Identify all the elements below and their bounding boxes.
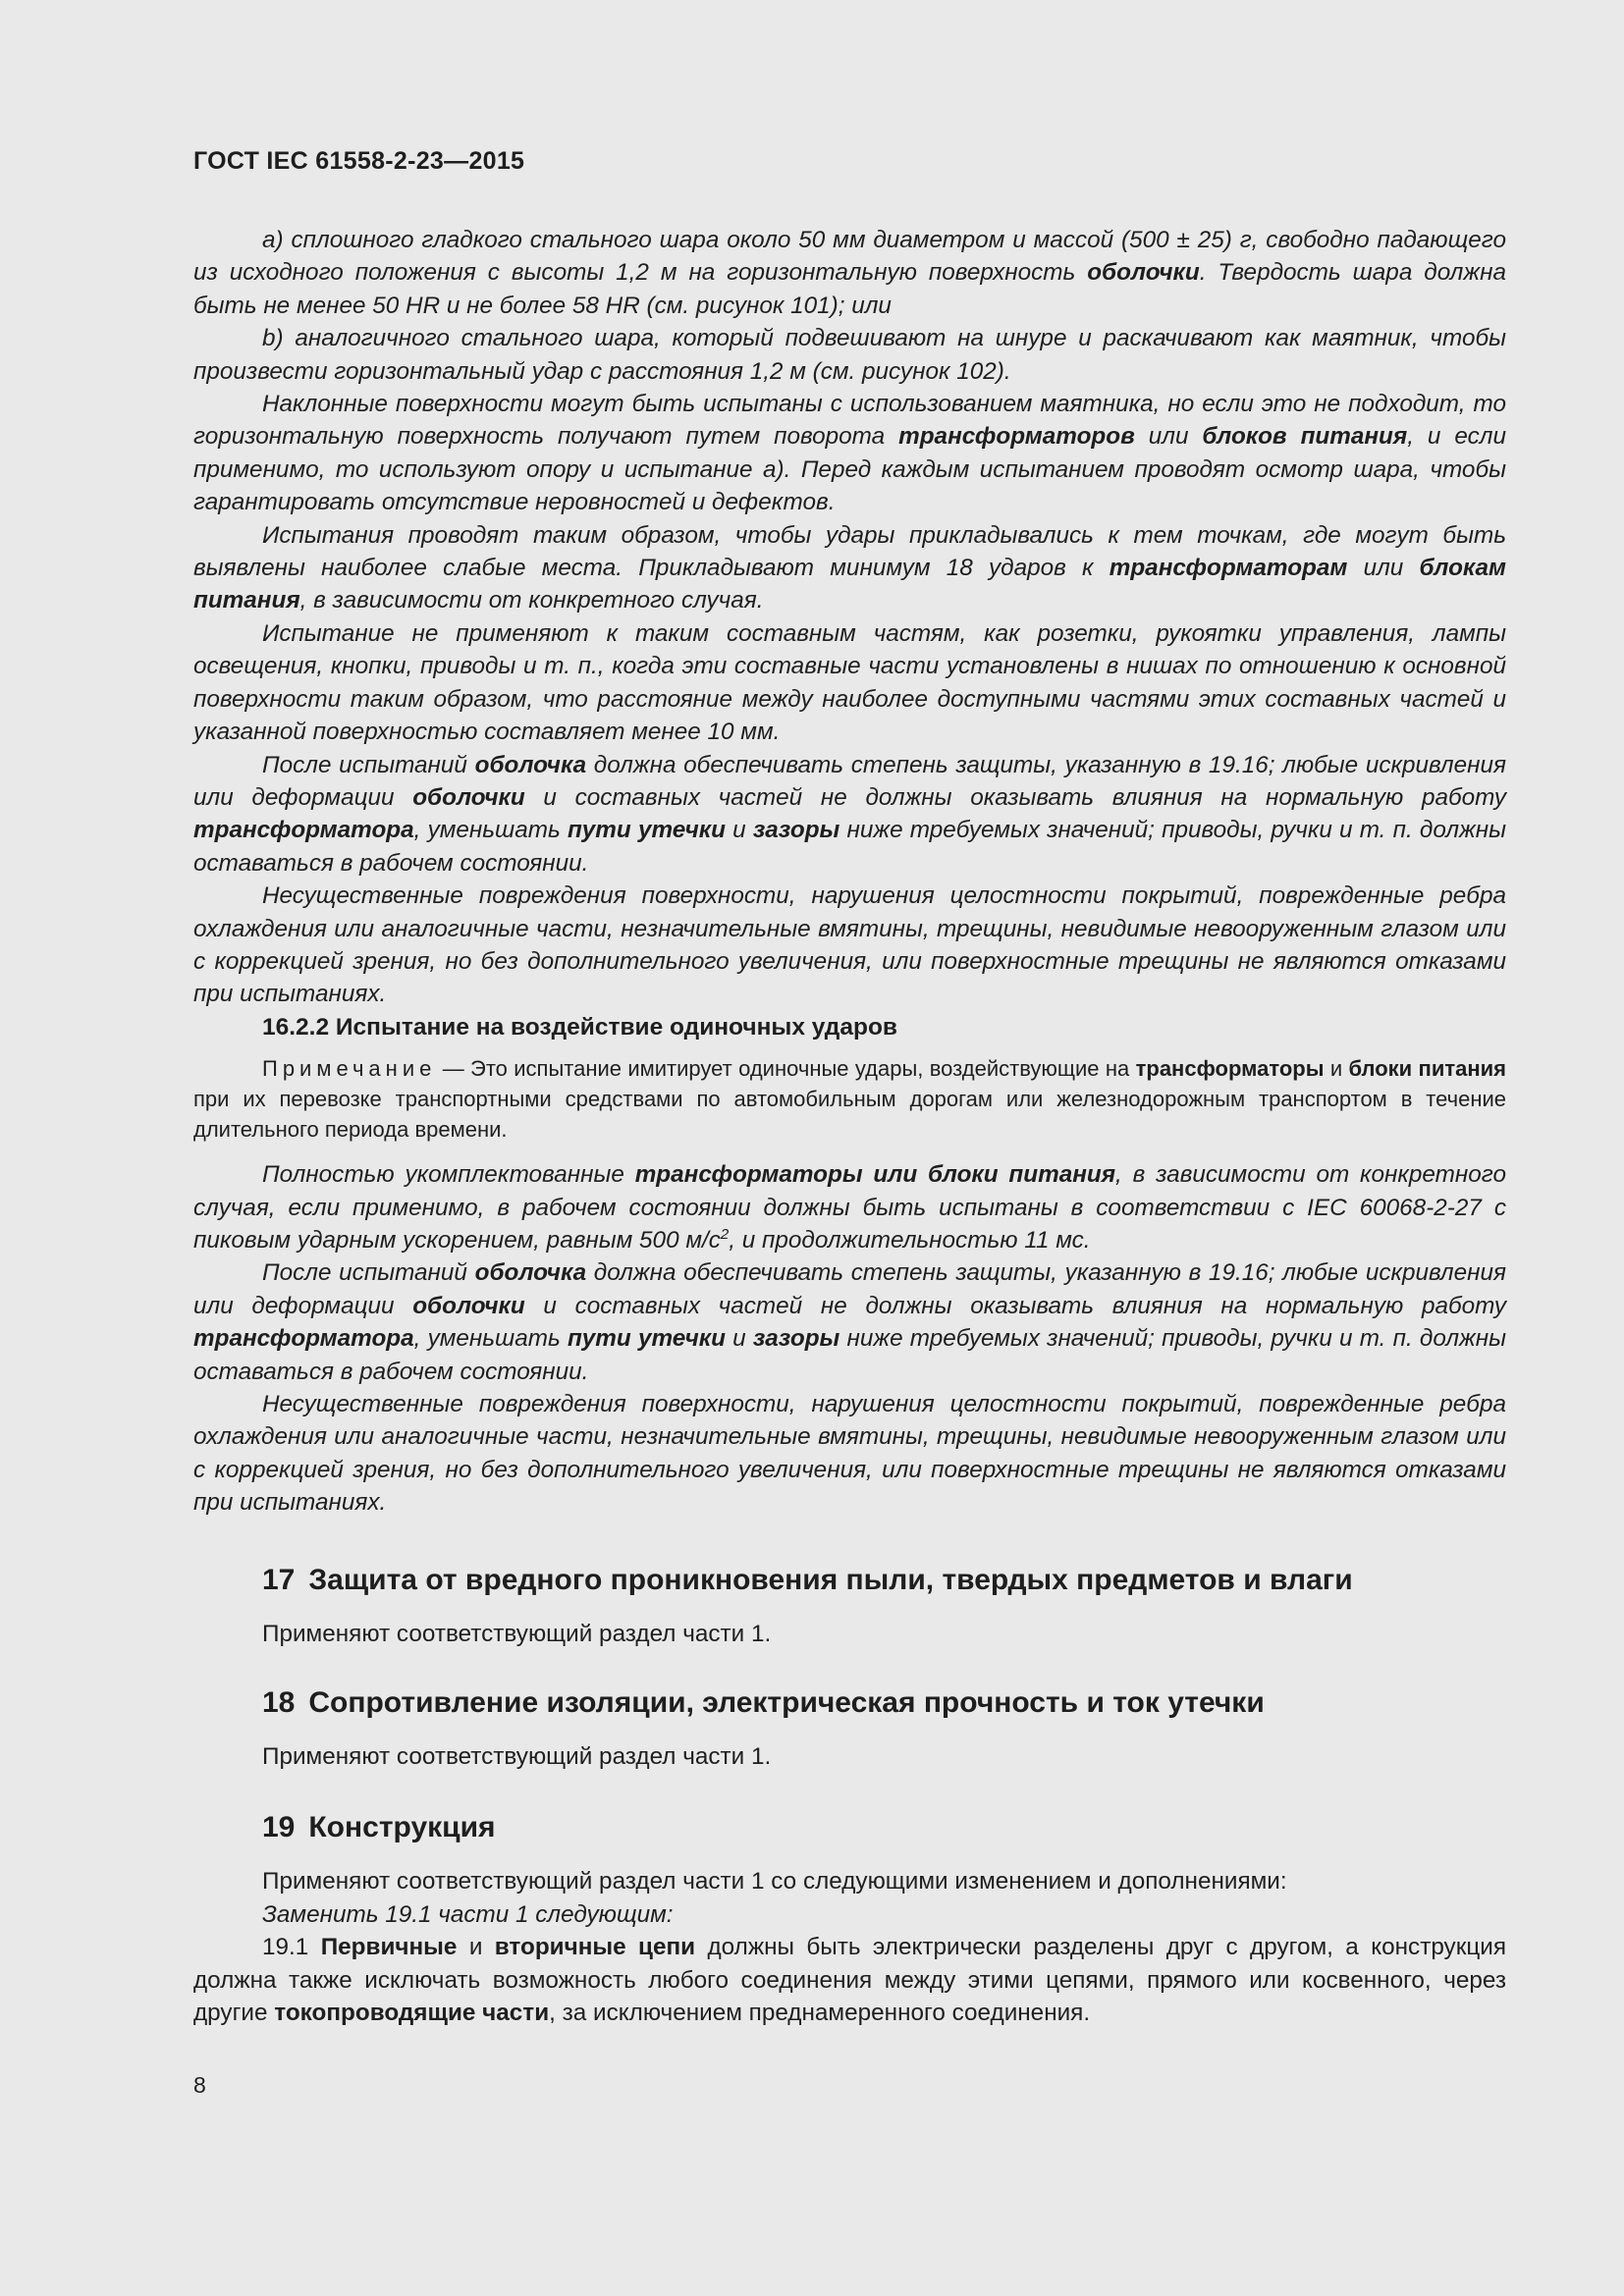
document-header: ГОСТ IEC 61558-2-23—2015 <box>193 147 525 175</box>
paragraph-item-a <box>193 224 1506 322</box>
paragraph-item-b: b) аналогичного стального шара, который подвешивают на шнуре и раскачивают как маятник, чтобы произвести горизонтальный удар с расстояния 1,2 м (см. рисунок 102). <box>193 325 1506 385</box>
text: и <box>1324 1056 1349 1082</box>
paragraph-not-applied: Испытание не применяют к таким составным частям, как розетки, рукоятки управления, лампы освещения, кнопки, приводы и т. п., когда эти составные части установлены в нишах по отношению к основной поверхности таким образом, что расстояние между наиболее доступными частями этих составных частей и указанной поверхностью составляет менее 10 мм. <box>193 619 1506 746</box>
text: должна обеспечивать степень защиты, указанную в 19.16; любые искривления или деформации <box>193 1259 1506 1319</box>
term: трансформаторы <box>1135 1056 1325 1082</box>
term: пути утечки <box>567 1325 726 1353</box>
paragraph-tests <box>193 519 1506 617</box>
term: трансформатора <box>193 1325 414 1353</box>
paragraph-fully-assembled <box>193 1158 1506 1256</box>
section-heading-19 <box>193 1808 1506 1847</box>
term: оболочка <box>474 1259 587 1287</box>
paragraph-inclined-surfaces <box>193 388 1506 519</box>
text: . Твердость шара должна быть не менее 50 HR и не более 58 HR (см. рисунок 101); или <box>193 259 1506 319</box>
text: После испытаний <box>262 1259 475 1287</box>
section-18-body: Применяют соответствующий раздел части 1. <box>262 1743 772 1771</box>
page-content <box>193 224 1506 2029</box>
note <box>193 1053 1506 1145</box>
term: пути утечки <box>567 817 726 844</box>
term: зазоры <box>752 1325 840 1353</box>
term: оболочки <box>412 1292 525 1319</box>
text: и <box>725 1325 753 1353</box>
text: После испытаний <box>262 751 475 778</box>
term: трансформаторы или блоки питания <box>634 1161 1116 1189</box>
text: и <box>457 1934 495 1961</box>
text: при их перевозке транспортными средствами по автомобильным дорогам или железнодорожным транспортом в течение длительного периода времени. <box>193 1087 1506 1143</box>
clause-19-1 <box>193 1931 1506 2029</box>
text: ниже требуемых значений; приводы, ручки и т. п. должны оставаться в рабочем состоянии. <box>193 1325 1507 1385</box>
term: блоков питания <box>1202 423 1408 451</box>
subsection-heading-16-2-2: 16.2.2 Испытание на воздействие одиночных ударов <box>262 1013 897 1041</box>
text: должны быть электрически разделены друг с другом, а конструкция должна также исключать возможность любого соединения между этими цепями, прямого или косвенного, через другие <box>193 1934 1506 2027</box>
section-heading-17 <box>193 1561 1506 1600</box>
section-title: Защита от вредного проникновения пыли, твердых предметов и влаги <box>308 1563 1353 1596</box>
note-label: Примечание <box>262 1056 437 1082</box>
term: Первичные <box>320 1934 458 1961</box>
text: Полностью укомплектованные <box>262 1161 635 1189</box>
section-17-body: Применяют соответствующий раздел части 1. <box>262 1620 772 1647</box>
term: оболочка <box>474 751 587 778</box>
term: блоки питания <box>1348 1056 1507 1082</box>
text: , в зависимости от конкретного случая. <box>299 587 764 614</box>
term: оболочки <box>1087 259 1200 287</box>
text: , уменьшать <box>413 817 568 844</box>
text: , за исключением преднамеренного соединения. <box>549 2000 1091 2027</box>
paragraph-after-tests-1 <box>193 749 1506 881</box>
text: — Это испытание имитирует одиночные удары, воздействующие на <box>436 1056 1136 1082</box>
text: , в зависимости от конкретного случая, если применимо, в рабочем состоянии должны быть испытаны в соответствии с IEC 60068-2-27 с пиковым ударным ускорением, равным 500 м/с <box>193 1161 1506 1254</box>
page-number: 8 <box>193 2072 206 2098</box>
term: трансформаторов <box>898 423 1135 451</box>
replace-instruction: Заменить 19.1 части 1 следующим: <box>262 1900 674 1928</box>
term: зазоры <box>752 817 840 844</box>
text: должна обеспечивать степень защиты, указанную в 19.16; любые искривления или деформации <box>193 751 1506 811</box>
term: оболочки <box>412 783 525 811</box>
section-number: 19 <box>262 1811 296 1844</box>
term: блокам питания <box>193 555 1507 614</box>
text: и <box>725 817 753 844</box>
section-number: 17 <box>262 1563 296 1596</box>
term: токопроводящие части <box>274 2000 550 2027</box>
term: трансформатора <box>193 817 414 844</box>
term: вторичные цепи <box>494 1934 696 1961</box>
text: Испытания проводят таким образом, чтобы удары прикладывались к тем точкам, где могут быть выявлены наиболее слабые места. Прикладывают минимум 18 ударов к <box>193 521 1506 582</box>
section-19-body: Применяют соответствующий раздел части 1 со следующими изменением и дополнениями: <box>262 1868 1287 1896</box>
term: трансформаторам <box>1109 555 1348 582</box>
clause-number: 19.1 <box>262 1934 321 1961</box>
text: или <box>1347 555 1420 582</box>
paragraph-minor-damage-2: Несущественные повреждения поверхности, нарушения целостности покрытий, поврежденные ребра охлаждения или аналогичные части, незначительные вмятины, трещины, невидимые невооруженным глазом или с коррекцией зрения, но без дополнительного увеличения, или поверхностные трещины не являются отказами при испытаниях. <box>193 1391 1506 1517</box>
text: , уменьшать <box>413 1325 568 1353</box>
section-heading-18 <box>193 1683 1506 1723</box>
text: и составных частей не должны оказывать влияния на нормальную работу <box>524 1292 1507 1319</box>
text: и составных частей не должны оказывать влияния на нормальную работу <box>524 783 1507 811</box>
paragraph-after-tests-2 <box>193 1256 1506 1388</box>
text: ниже требуемых значений; приводы, ручки и т. п. должны оставаться в рабочем состоянии. <box>193 817 1507 877</box>
text: или <box>1134 423 1203 451</box>
section-number: 18 <box>262 1686 296 1720</box>
text: Наклонные поверхности могут быть испытаны с использованием маятника, но если это не подходит, то горизонтальную поверхность получают путем поворота <box>193 391 1506 451</box>
text: , и если применимо, то используют опору и испытание а). Перед каждым испытанием проводят осмотр шара, чтобы гарантировать отсутствие неровностей и дефектов. <box>193 423 1506 516</box>
section-title: Конструкция <box>308 1811 496 1844</box>
paragraph-minor-damage-1: Несущественные повреждения поверхности, нарушения целостности покрытий, поврежденные ребра охлаждения или аналогичные части, незначительные вмятины, трещины, невидимые невооруженным глазом или с коррекцией зрения, но без дополнительного увеличения, или поверхностные трещины не являются отказами при испытаниях. <box>193 882 1506 1008</box>
section-title: Сопротивление изоляции, электрическая прочность и ток утечки <box>308 1686 1265 1720</box>
text: , и продолжительностью 11 мс. <box>729 1226 1091 1254</box>
text: а) сплошного гладкого стального шара около 50 мм диаметром и массой (500 ± 25) г, свободно падающего из исходного положения с высоты 1,2 м на горизонтальную поверхность <box>193 227 1506 287</box>
superscript: 2 <box>720 1225 730 1243</box>
